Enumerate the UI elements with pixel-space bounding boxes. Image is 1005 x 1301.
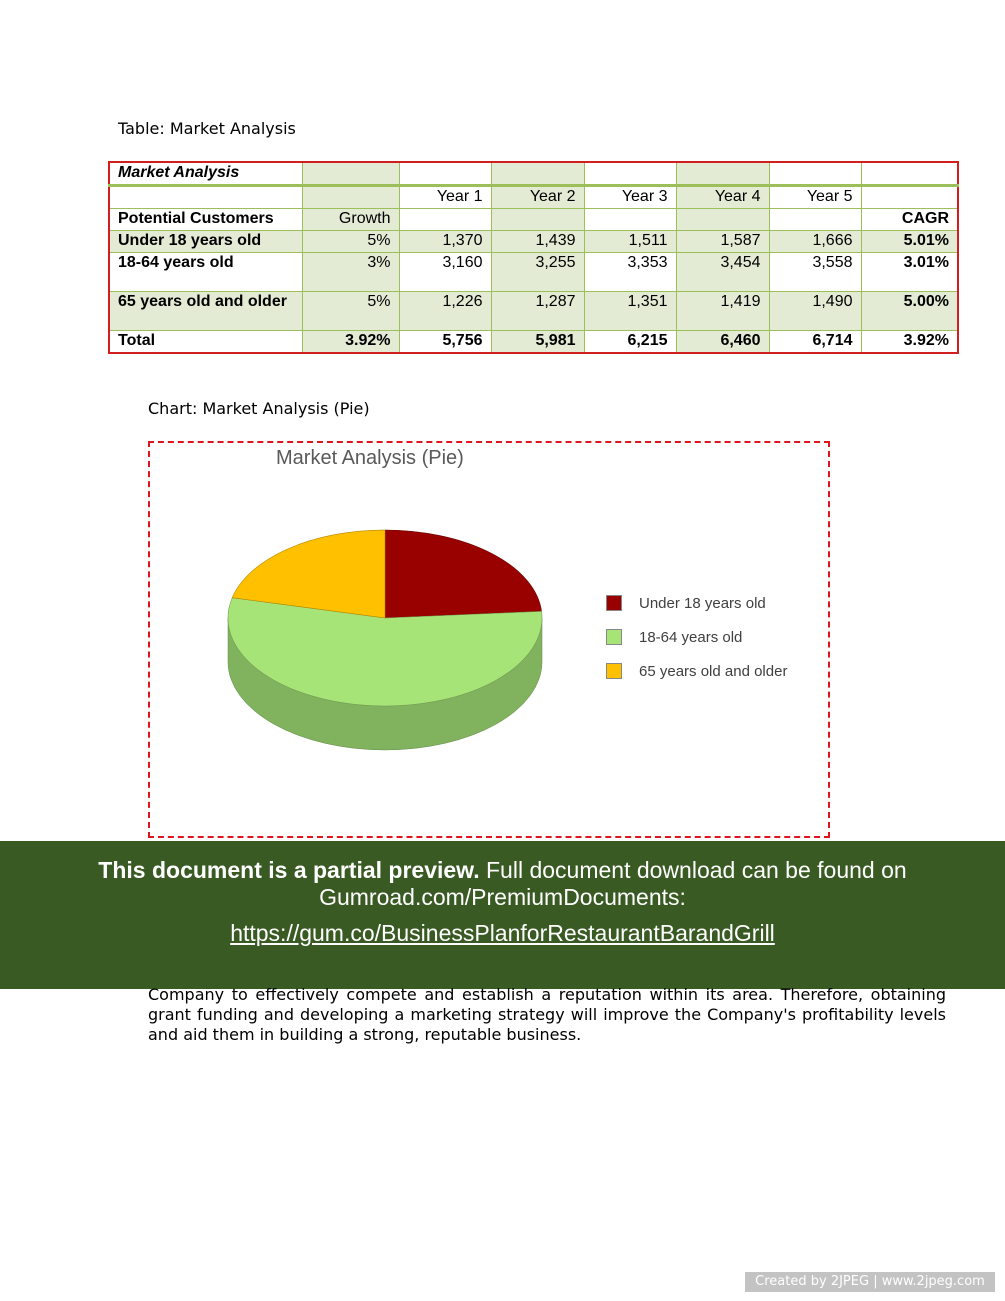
table-row <box>109 292 958 331</box>
year-header: Year 5 <box>769 186 861 209</box>
table-title: Market Analysis <box>109 162 302 186</box>
cagr-cell: 5.00% <box>861 292 958 331</box>
year-header-row <box>109 186 958 209</box>
total-label: Total <box>109 331 302 354</box>
legend-label: Under 18 years old <box>639 595 766 612</box>
year-header: Year 2 <box>491 186 584 209</box>
watermark: Created by 2JPEG | www.2jpeg.com <box>745 1272 995 1292</box>
value-cell: 3,255 <box>491 253 584 292</box>
growth-cell: 3.92% <box>302 331 399 354</box>
year-header: Year 3 <box>584 186 676 209</box>
value-cell: 1,511 <box>584 231 676 253</box>
year-header: Year 1 <box>399 186 491 209</box>
value-cell: 6,460 <box>676 331 769 354</box>
value-cell: 1,370 <box>399 231 491 253</box>
row-label: Under 18 years old <box>109 231 302 253</box>
cagr-cell: 3.92% <box>861 331 958 354</box>
body-paragraph: Company to effectively compete and establish a reputation within its area. Therefore, obtaining grant funding and developing a marketing strategy will improve the Company's profitability levels and aid them in building a strong, reputable business. <box>148 985 946 1044</box>
table-caption: Table: Market Analysis <box>118 119 296 138</box>
banner-message <box>0 857 1005 911</box>
cagr-cell: 5.01% <box>861 231 958 253</box>
legend-swatch <box>606 595 622 611</box>
value-cell: 6,714 <box>769 331 861 354</box>
cagr-cell: 3.01% <box>861 253 958 292</box>
table-title-row <box>109 162 958 186</box>
value-cell: 1,287 <box>491 292 584 331</box>
banner-bold-text: This document is a partial preview. <box>98 857 480 883</box>
banner-text: Full document download can be found on Gumroad.com/PremiumDocuments: <box>319 857 907 910</box>
row-label: 18-64 years old <box>109 253 302 292</box>
year-header: Year 4 <box>676 186 769 209</box>
value-cell: 3,353 <box>584 253 676 292</box>
column-header-row <box>109 209 958 231</box>
value-cell: 1,490 <box>769 292 861 331</box>
growth-cell: 3% <box>302 253 399 292</box>
banner-link[interactable]: https://gum.co/BusinessPlanforRestaurantBarandGrill <box>230 920 775 946</box>
value-cell: 1,666 <box>769 231 861 253</box>
growth-cell: 5% <box>302 292 399 331</box>
value-cell: 3,160 <box>399 253 491 292</box>
legend-label: 18-64 years old <box>639 629 743 646</box>
legend-swatch <box>606 663 622 679</box>
row-label: 65 years old and older <box>109 292 302 331</box>
value-cell: 1,419 <box>676 292 769 331</box>
pie-slice-under-18-years-old <box>385 530 542 618</box>
pie-chart <box>148 441 830 838</box>
value-cell: 6,215 <box>584 331 676 354</box>
total-row <box>109 331 958 354</box>
cagr-header: CAGR <box>861 209 958 231</box>
legend-swatch <box>606 629 622 645</box>
growth-cell: 5% <box>302 231 399 253</box>
value-cell: 1,226 <box>399 292 491 331</box>
chart-title: Market Analysis (Pie) <box>276 447 464 469</box>
market-analysis-table <box>108 161 959 354</box>
potential-customers-header: Potential Customers <box>109 209 302 231</box>
value-cell: 3,558 <box>769 253 861 292</box>
table-row <box>109 253 958 292</box>
chart-caption: Chart: Market Analysis (Pie) <box>148 399 370 418</box>
value-cell: 3,454 <box>676 253 769 292</box>
preview-banner <box>0 841 1005 989</box>
table-row <box>109 231 958 253</box>
legend-label: 65 years old and older <box>639 663 788 680</box>
value-cell: 1,439 <box>491 231 584 253</box>
value-cell: 1,587 <box>676 231 769 253</box>
value-cell: 5,756 <box>399 331 491 354</box>
value-cell: 5,981 <box>491 331 584 354</box>
growth-header: Growth <box>302 209 399 231</box>
value-cell: 1,351 <box>584 292 676 331</box>
